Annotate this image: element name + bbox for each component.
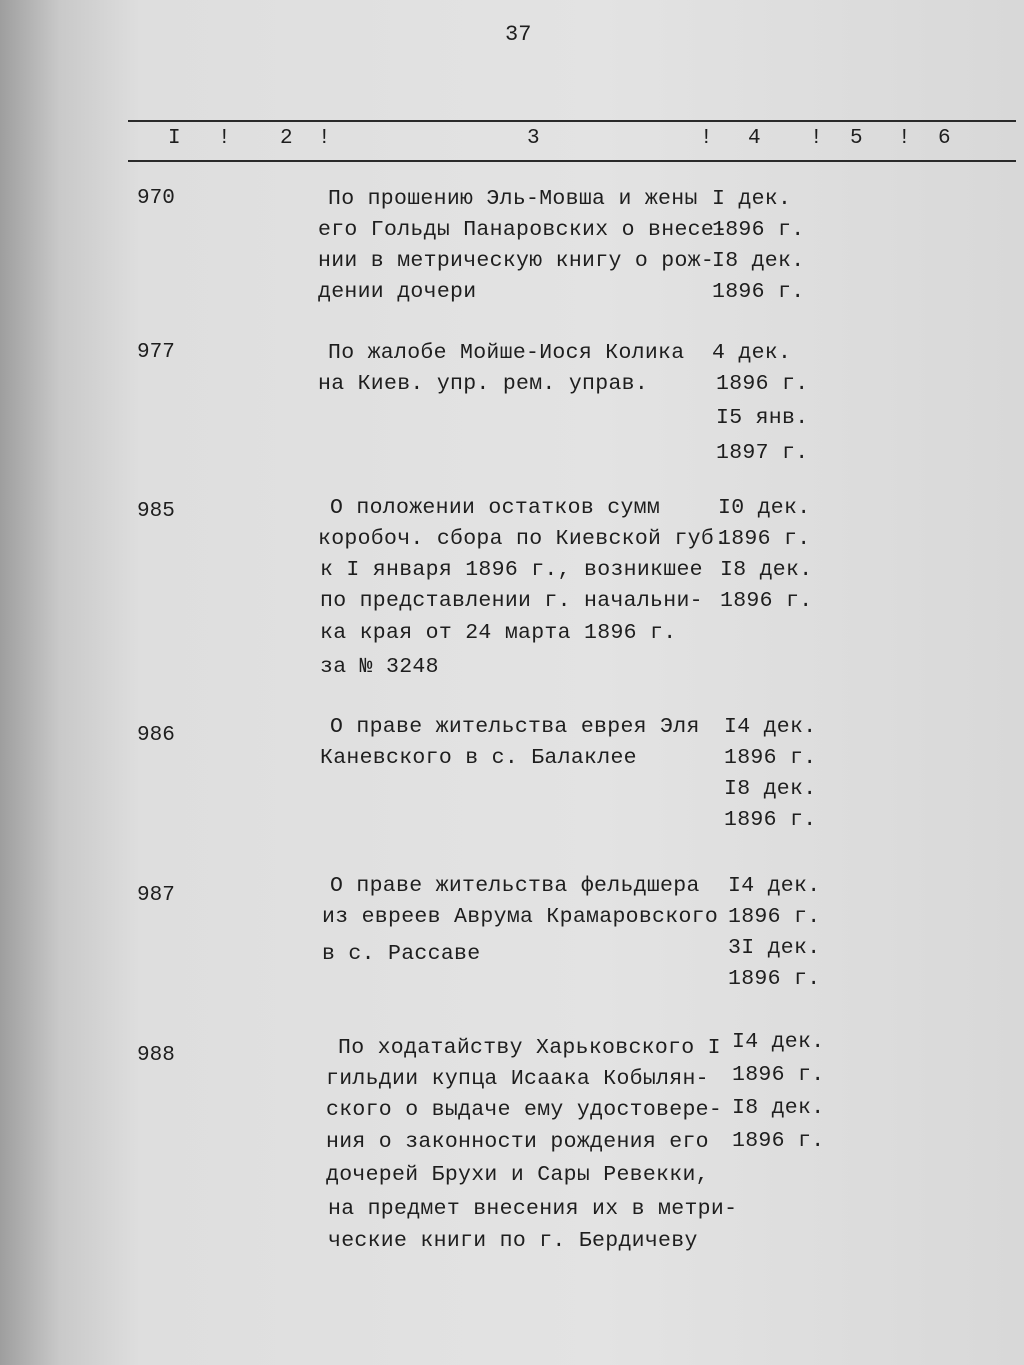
entry-date-line: 1896 г. bbox=[720, 589, 813, 613]
entry-number: 988 bbox=[137, 1044, 175, 1067]
entry-text-line: нии в метрическую книгу о рож- bbox=[318, 249, 715, 273]
entry-date-line: 1896 г. bbox=[712, 218, 805, 242]
entry-date-line: 1896 г. bbox=[728, 905, 821, 929]
entry-text-line: коробоч. сбора по Киевской губ. bbox=[318, 527, 728, 551]
entry-date-line: I8 дек. bbox=[712, 249, 805, 273]
page-number: 37 bbox=[505, 22, 532, 47]
entry-date-line: 1896 г. bbox=[732, 1063, 825, 1087]
entry-date-line: I4 дек. bbox=[724, 715, 817, 739]
entry-text-line: ка края от 24 марта 1896 г. bbox=[320, 621, 677, 645]
entry-text-line: гильдии купца Исаака Кобылян- bbox=[326, 1067, 709, 1091]
entry-text-line: О положении остатков сумм bbox=[330, 496, 661, 520]
entry-date-line: I дек. bbox=[712, 187, 792, 211]
entry-text-line: О праве жительства еврея Эля bbox=[330, 715, 700, 739]
column-header-3: 3 bbox=[527, 127, 540, 150]
entry-date-line: 4 дек. bbox=[712, 341, 792, 365]
entry-date-line: I5 янв. bbox=[716, 406, 809, 430]
entry-text-line: О праве жительства фельдшера bbox=[330, 874, 700, 898]
entry-date-line: 1896 г. bbox=[718, 527, 811, 551]
entry-text-line: дочерей Брухи и Сары Ревекки, bbox=[326, 1163, 709, 1187]
entry-date-line: I4 дек. bbox=[732, 1030, 825, 1054]
column-separator: ! bbox=[700, 127, 713, 150]
entry-date-line: I4 дек. bbox=[728, 874, 821, 898]
entry-text-line: за № 3248 bbox=[320, 655, 439, 679]
entry-text-line: Каневского в с. Балаклее bbox=[320, 746, 637, 770]
entry-text-line: ческие книги по г. Бердичеву bbox=[328, 1229, 698, 1253]
entry-date-line: I8 дек. bbox=[732, 1096, 825, 1120]
column-separator: ! bbox=[898, 127, 911, 150]
column-separator: ! bbox=[810, 127, 823, 150]
entry-text-line: ского о выдаче ему удостовере- bbox=[326, 1098, 723, 1122]
entry-text-line: на предмет внесения их в метри- bbox=[328, 1197, 738, 1221]
column-header-5: 5 bbox=[850, 127, 863, 150]
entry-date-line: I8 дек. bbox=[724, 777, 817, 801]
entry-date-line: 1896 г. bbox=[732, 1129, 825, 1153]
entry-text-line: к I января 1896 г., возникшее bbox=[320, 558, 703, 582]
entry-number: 977 bbox=[137, 341, 175, 364]
column-separator: ! bbox=[318, 127, 331, 150]
header-top-rule bbox=[128, 120, 1016, 122]
entry-date-line: 3I дек. bbox=[728, 936, 821, 960]
entry-number: 970 bbox=[137, 187, 175, 210]
entry-text-line: По прошению Эль-Мовша и жены bbox=[328, 187, 698, 211]
column-header-1: I bbox=[168, 127, 181, 150]
entry-date-line: 1896 г. bbox=[724, 808, 817, 832]
entry-text-line: на Киев. упр. рем. управ. bbox=[318, 372, 649, 396]
entry-number: 987 bbox=[137, 884, 175, 907]
entry-date-line: 1896 г. bbox=[716, 372, 809, 396]
entry-date-line: 1896 г. bbox=[728, 967, 821, 991]
entry-date-line: I8 дек. bbox=[720, 558, 813, 582]
entry-text-line: в с. Рассаве bbox=[322, 942, 481, 966]
entry-text-line: По жалобе Мойше-Иося Колика bbox=[328, 341, 685, 365]
entry-text-line: по представлении г. начальни- bbox=[320, 589, 703, 613]
entry-number: 986 bbox=[137, 724, 175, 747]
entry-date-line: 1896 г. bbox=[724, 746, 817, 770]
column-separator: ! bbox=[218, 127, 231, 150]
entry-date-line: 1896 г. bbox=[712, 280, 805, 304]
entry-text-line: его Гольды Панаровских о внесе- bbox=[318, 218, 728, 242]
column-header-4: 4 bbox=[748, 127, 761, 150]
header-bottom-rule bbox=[128, 160, 1016, 162]
entry-text-line: По ходатайству Харьковского I bbox=[338, 1036, 721, 1060]
entry-date-line: 1897 г. bbox=[716, 441, 809, 465]
entry-text-line: ния о законности рождения его bbox=[326, 1130, 709, 1154]
entry-text-line: из евреев Аврума Крамаровского bbox=[322, 905, 719, 929]
column-header-6: 6 bbox=[938, 127, 951, 150]
entry-text-line: дении дочери bbox=[318, 280, 477, 304]
entry-date-line: I0 дек. bbox=[718, 496, 811, 520]
entry-number: 985 bbox=[137, 500, 175, 523]
column-header-2: 2 bbox=[280, 127, 293, 150]
